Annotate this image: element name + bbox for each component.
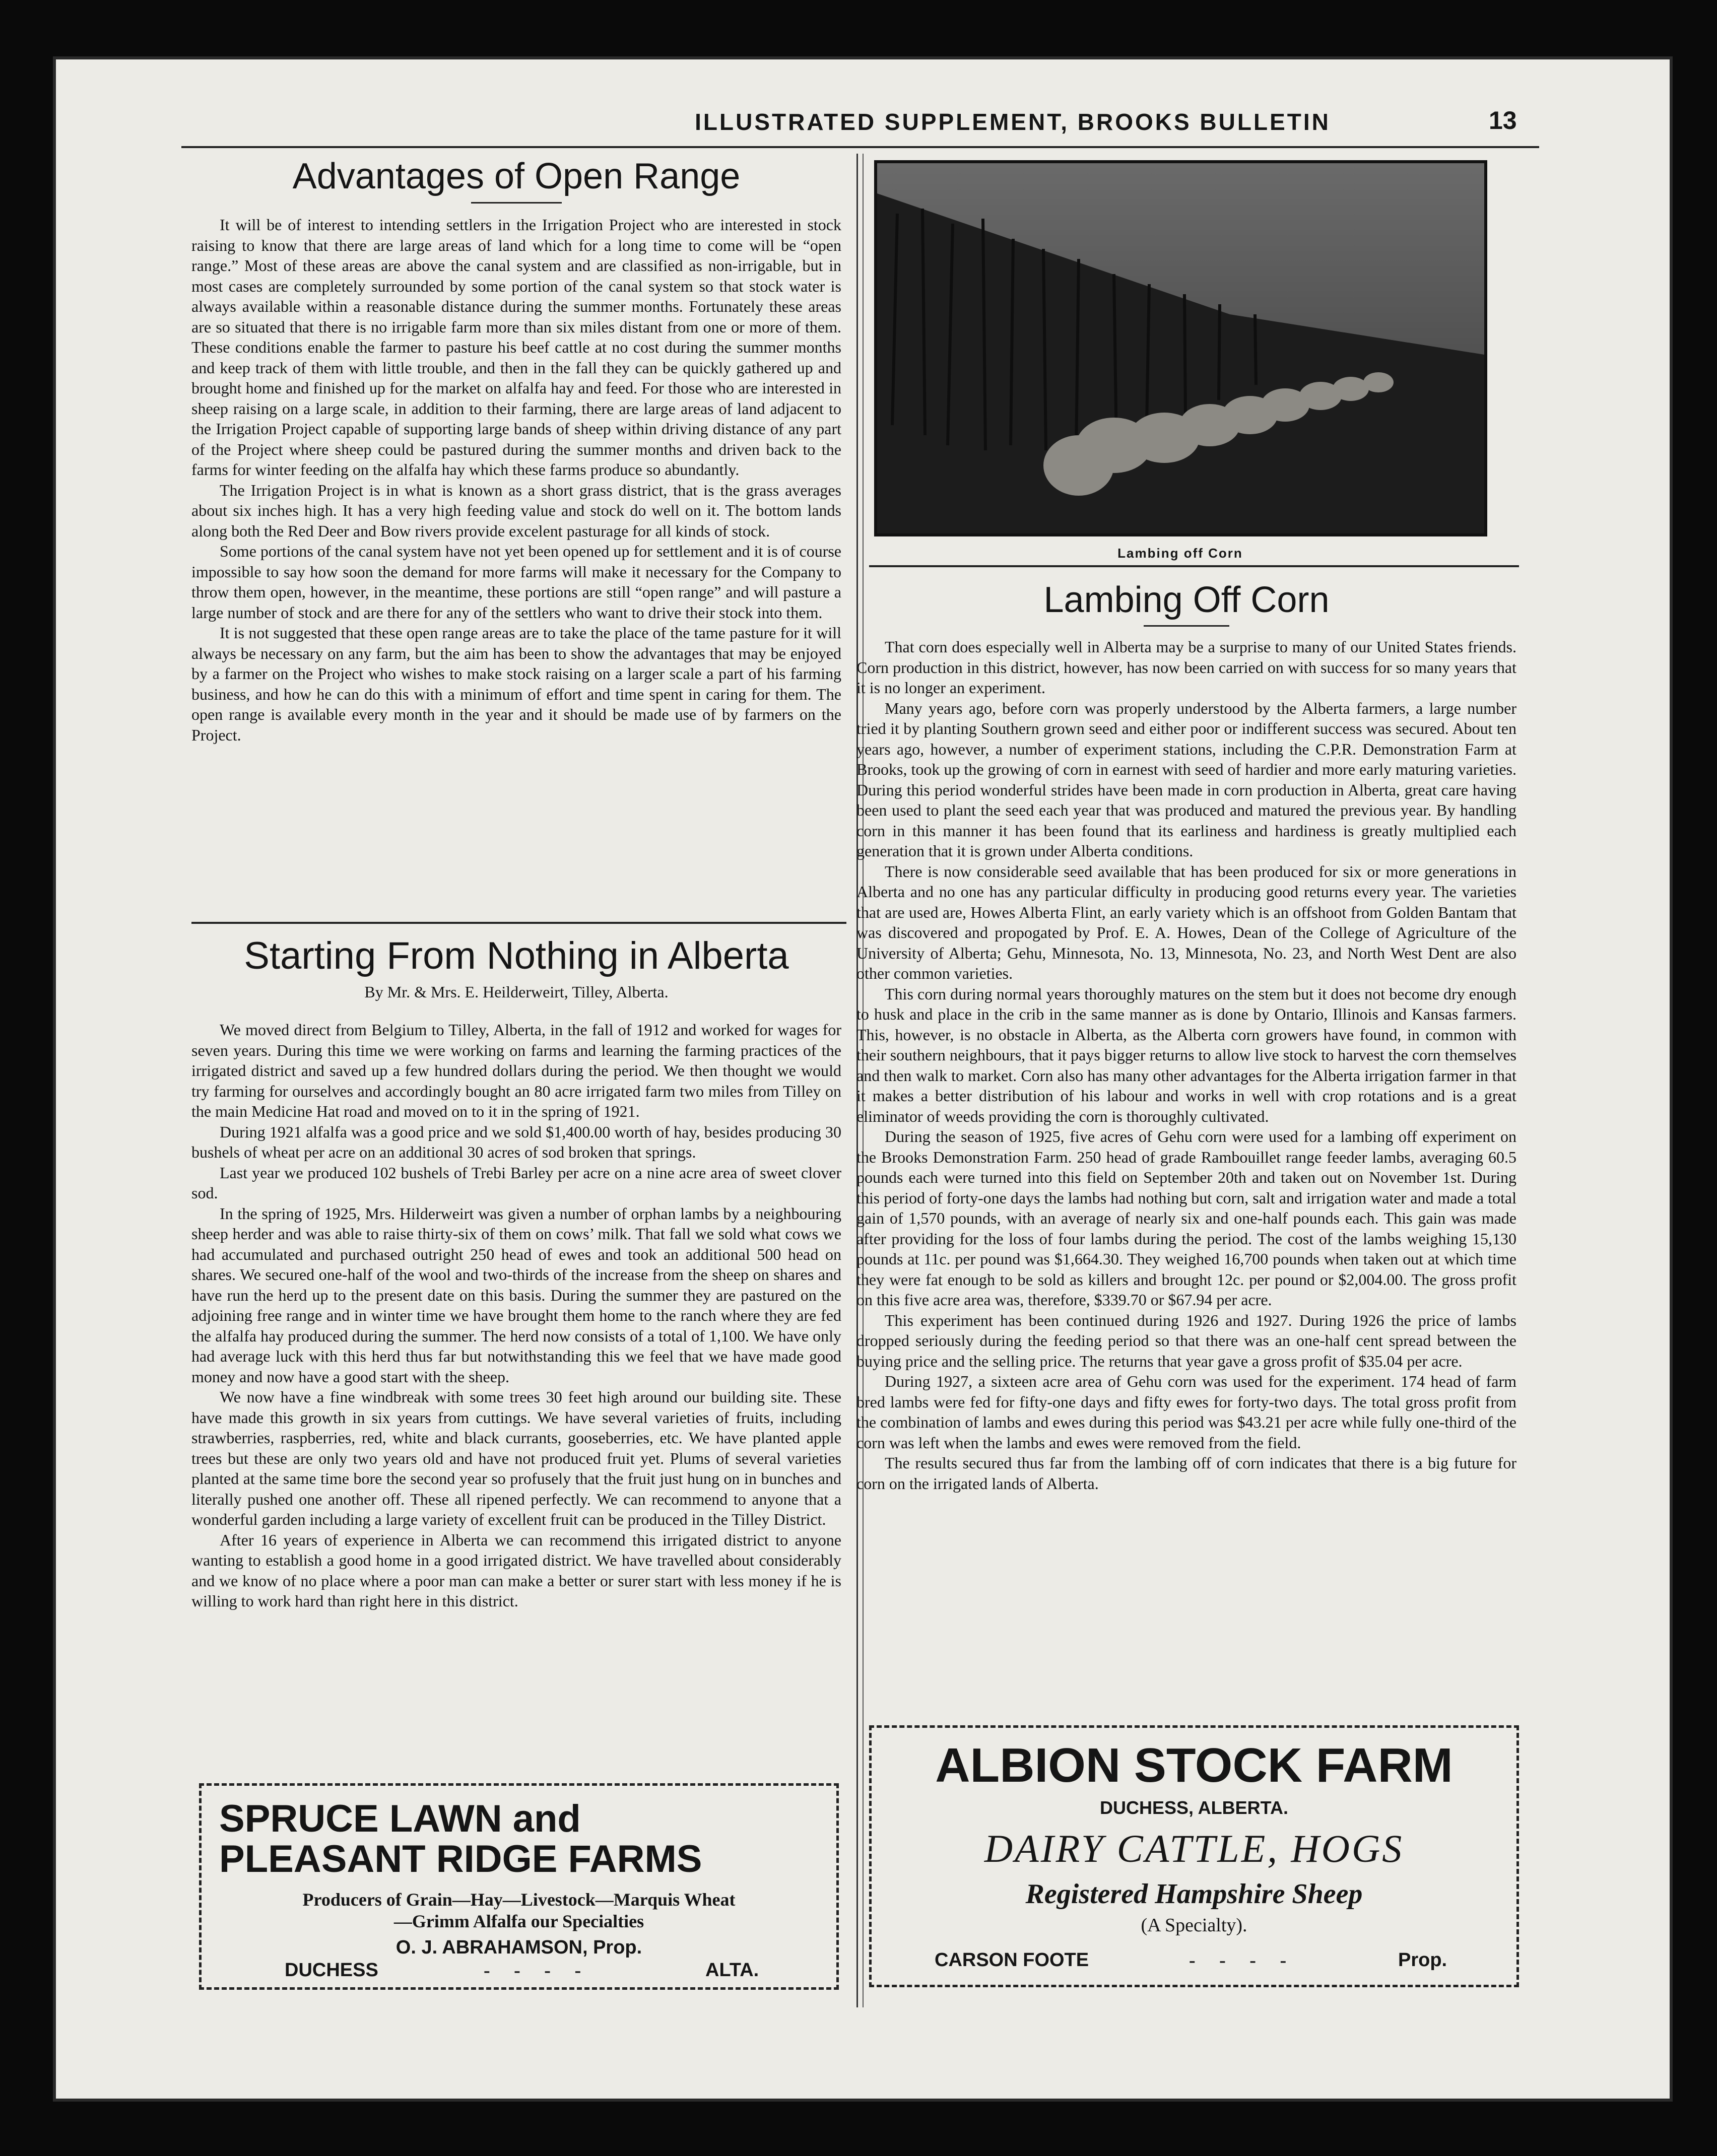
article-starting-from-nothing: [191, 932, 841, 1611]
title-underline: [1144, 625, 1229, 627]
section-rule: [191, 922, 846, 924]
paragraph: This experiment has been continued during 1926 and 1927. During 1926 the price of lambs dropped seriously during the feeding period so that there was an one-half cent spread between the buying price and the selling price. The returns that year gave a gross profit of $35.04 per acre.: [856, 1311, 1516, 1370]
paragraph: This corn during normal years thoroughly matures on the stem but it does not become dry enough to husk and place in the crib in the same manner as is done by Ontario, Illinois and Kansas farmers. This, however, is no obstacle in Alberta, as the Alberta corn growers have found, in common with their southern neighbours, that it pays bigger returns to allow live stock to harvest the corn themselves and then walk to market. Corn also has many other advantages for the Alberta irrigation farmer in that it makes a better distribution of his labour and works in well with crop rotations and is a great eliminator of weeds providing the corn is thoroughly cultivated.: [856, 984, 1516, 1125]
ad-province: ALTA.: [705, 1960, 759, 1981]
article-title: Lambing Off Corn: [1043, 580, 1330, 620]
ad-proprietor: O. J. ABRAHAMSON, Prop.: [395, 1937, 642, 1958]
article-title: Advantages of Open Range: [292, 156, 741, 196]
ad-headline: SPRUCE LAWN and: [219, 1797, 581, 1840]
article-lambing-off-corn: [856, 577, 1516, 1494]
ad-location: DUCHESS, ALBERTA.: [1099, 1797, 1288, 1818]
ad-spruce-lawn: [199, 1783, 839, 1990]
title-underline: [471, 202, 562, 204]
ad-prop: Prop.: [1398, 1949, 1447, 1971]
ad-line: (A Specialty).: [1141, 1915, 1247, 1936]
photo-caption: Lambing off Corn: [1117, 546, 1243, 561]
ad-line: Registered Hampshire Sheep: [1025, 1878, 1363, 1910]
photo-lambing-off-corn: [874, 160, 1487, 536]
ad-town: DUCHESS: [285, 1960, 378, 1981]
paragraph: We moved direct from Belgium to Tilley, Alberta, in the fall of 1912 and worked for wages for seven years. During this time we were working on farms and learning the farming practices of the irrigated district and saved up a few hundred dollars during the period. We then thought we would try farming for ourselves and accordingly bought an 80 acre irrigated farm two miles from Tilley on the main Medicine Hat road and moved on to it in the spring of 1921.: [191, 1021, 841, 1120]
paragraph: It will be of interest to intending settlers in the Irrigation Project who are interested in stock raising to know that there are large areas of land which for a long time to come will be “open range.” Most of these areas are above the canal system and are classified as non-irrigable, but in most cases are completely surrounded by some portion of the canal system so that stock water is always available within a reasonable distance during the summer months. Fortunately these areas are so situated that there is no irrigable farm more than six miles distant from one or more of them. These conditions enable the farmer to pasture his beef cattle at no cost during the summer months and keep track of them with little trouble, and then in the fall they can be quickly gathered up and brought home and finished up for the market on alfalfa hay and feed. For those who are interested in sheep raising on a large scale, in addition to their farming, there are large areas of land adjacent to the Irrigation Project capable of supporting large bands of sheep within driving distance of any part of the Project where sheep could be pastured during the summer months and driven back to the farms for winter feeding on the alfalfa hay which these farms produce so abundantly.: [191, 216, 841, 479]
ad-tagline: Producers of Grain—Hay—Livestock—Marquis Wheat: [302, 1890, 736, 1910]
ad-headline: ALBION STOCK FARM: [935, 1738, 1453, 1792]
caption-rule: [869, 565, 1519, 567]
ad-dashes: - - - -: [484, 1960, 581, 1981]
ad-headline: PLEASANT RIDGE FARMS: [219, 1838, 702, 1880]
paragraph: The Irrigation Project is in what is known as a short grass district, that is the grass averages about six inches high. It has a very high feeding value and stock do well on it. The bottom lands along both the Red Deer and Bow rivers provide excelent pasturage for all kinds of stock.: [191, 481, 841, 540]
running-header: ILLUSTRATED SUPPLEMENT, BROOKS BULLETIN: [695, 109, 1331, 135]
paragraph: It is not suggested that these open range areas are to take the place of the tame pasture for it will always be necessary on any farm, but the aim has been to show the advantages that may be enjoyed by a farmer on the Project who wishes to make stock raising on a larger scale a part of his farming business, and how he can do this with a minimum of effort and time spent in caring for them. The open range is available every month in the year and it should be made use of by farmers on the Project.: [191, 624, 841, 744]
paragraph: Some portions of the canal system have not yet been opened up for settlement and it is of course impossible to say how soon the demand for more farms will make it necessary for the Company to throw them open, however, in the meantime, these portions are still “open range” and will pasture a large number of stock and are there for any of the settlers who want to drive their stock into them.: [191, 542, 841, 622]
paragraph: During 1921 alfalfa was a good price and we sold $1,400.00 worth of hay, besides producing 30 bushels of wheat per acre on an additional 30 acres of sod broken that springs.: [191, 1122, 841, 1161]
paragraph: That corn does especially well in Alberta may be a surprise to many of our United States friends. Corn production in this district, however, has now been carried on with success for so many years that it is no longer an experiment.: [856, 638, 1516, 697]
ad-tagline: —Grimm Alfalfa our Specialties: [393, 1911, 644, 1931]
paragraph: During 1927, a sixteen acre area of Gehu corn was used for the experiment. 174 head of farm bred lambs were fed for fifty-one days and fifty ewes for forty-two days. The total gross profit from the combination of lambs and ewes during this period was $43.21 per acre while fully one-third of the corn was left when the lambs and ewes were removed from the field.: [856, 1372, 1516, 1452]
paragraph: Many years ago, before corn was properly understood by the Alberta farmers, a large number tried it by planting Southern grown seed and either poor or indifferent success was secured. About ten years ago, however, a number of experiment stations, including the C.P.R. Demonstration Farm at Brooks, took up the growing of corn in earnest with seed of hardier and more early maturing varieties. During this period wonderful strides have been made in corn production in Alberta, great care having been used to plant the seed each year that was produced and matured the previous year. By handling corn in this manner it has been found that its earliness and hardiness is greatly multiplied each generation that it is grown under Alberta conditions.: [856, 699, 1516, 860]
paragraph: We now have a fine windbreak with some trees 30 feet high around our building site. These have made this growth in six years from cuttings. We have several varieties of fruits, including strawberries, raspberries, red, white and black currants, gooseberries, etc. We have planted apple trees but these are only two years old and have not produced fruit yet. Plums of several varieties planted at the same time bore the second year so profusely that the fruit just hung on in bunches and literally pushed one another off. These all ripened perfectly. We can recommend to anyone that a wonderful garden including a large variety of excellent fruit can be produced in the Tilley District.: [191, 1388, 841, 1528]
ad-owner: CARSON FOOTE: [935, 1949, 1089, 1971]
byline: By Mr. & Mrs. E. Heilderweirt, Tilley, Alberta.: [364, 983, 669, 1001]
sheep-in-corn-image: [877, 163, 1484, 533]
page-number: 13: [1489, 106, 1517, 134]
header-rule: [181, 146, 1539, 148]
paragraph: There is now considerable seed available that has been produced for six or more generations in Alberta and no one has any particular difficulty in producing good returns every year. The varieties that are used are, Howes Alberta Flint, an early variety which is an offshoot from Golden Bantam that was discovered and propogated by Prof. E. A. Howes, Dean of the College of Agriculture of the University of Alberta; Gehu, Minnesota, No. 13, Minnesota, No. 23, and North West Dent are also other common varieties.: [856, 862, 1516, 982]
paragraph: Last year we produced 102 bushels of Trebi Barley per acre on a nine acre area of sweet clover sod.: [191, 1163, 841, 1202]
ad-albion-stock-farm: [869, 1725, 1519, 1987]
ad-dashes: - - - -: [1189, 1950, 1287, 1971]
paragraph: In the spring of 1925, Mrs. Hilderweirt was given a number of orphan lambs by a neighbouring sheep herder and was able to raise thirty-six of them on cows’ milk. That fall we sold what cows we had accumulated and purchased outright 250 head of ewes and took an additional 500 head on shares. We secured one-half of the wool and two-thirds of the increase from the sheep on shares and have run the herd up to the present date on this basis. During the summer they are pastured on the adjoining free range and in winter time we have brought them home to the ranch where they are fed the alfalfa hay produced during the summer. The herd now consists of a total of 1,100. We have only had average luck with this herd thus far but notwithstanding this we feel that we have made good money and now have a good start with the sheep.: [191, 1204, 841, 1386]
article-open-range: [191, 154, 841, 745]
paragraph: After 16 years of experience in Alberta we can recommend this irrigated district to anyone wanting to establish a good home in a good irrigated district. We have travelled about considerably and we know of no place where a poor man can make a better or surer start with less money if he is willing to work hard than right here in this district.: [191, 1530, 841, 1610]
article-title: Starting From Nothing in Alberta: [244, 934, 789, 977]
paragraph: During the season of 1925, five acres of Gehu corn were used for a lambing off experiment on the Brooks Demonstration Farm. 250 head of grade Rambouillet range feeder lambs, averaging 60.5 pounds each were turned into this field on September 20th and taken out on November 1st. During this period of forty-one days the lambs had nothing but corn, salt and irrigation water and made a total gain of 1,570 pounds, with an average of nearly six and one-half pounds each. This gain was made after providing for the loss of four lambs during the period. The cost of the lambs weighing 15,130 pounds at 11c. per pound was $1,664.30. They weighed 16,700 pounds when taken out at which time they were fat enough to be sold as killers and brought 12c. per pound or $2,004.00. The gross profit on this five acre area was, therefore, $339.70 or $67.94 per acre.: [856, 1127, 1516, 1309]
paragraph: The results secured thus far from the lambing off of corn indicates that there is a big future for corn on the irrigated lands of Alberta.: [856, 1454, 1516, 1493]
ad-line: DAIRY CATTLE, HOGS: [984, 1827, 1404, 1870]
